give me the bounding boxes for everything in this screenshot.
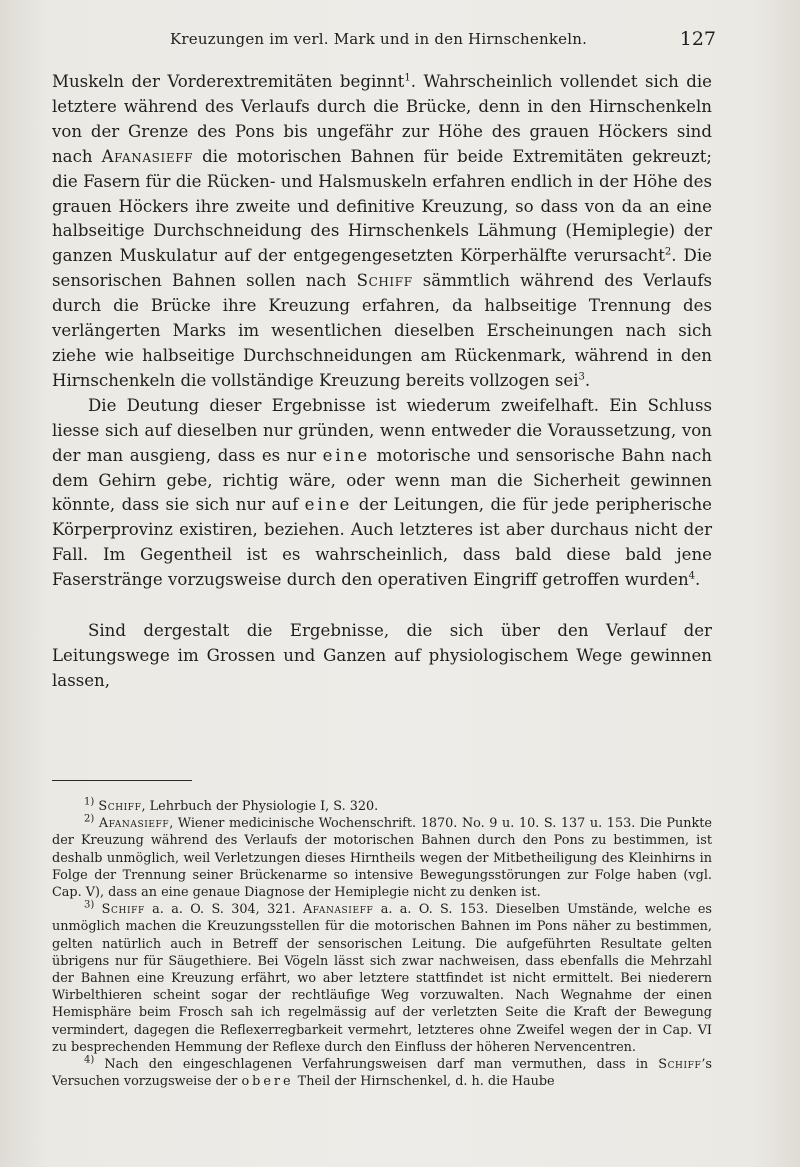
footnotes [52,798,712,1090]
footnote-4: $^{4)}$ Nach den eingeschlagenen Verfahrungsweisen darf man vermuthen, dass in Schiff’s Versuchen vorzugsweise der obere Theil der Hirnschenkel, d. h. die Haube [52,1054,712,1090]
footnote-ref-2: 2 [664,246,672,258]
paragraph-2: Die Deutung dieser Ergebnisse ist wiederum zweifelhaft. Ein Schluss liesse sich auf dieselben nur gründen, wenn entweder die Voraussetzung, von der man ausgieng, dass es nur eine motorische und sensorische Bahn nach dem Gehirn gebe, richtig wäre, oder wenn man die Sicherheit gewinnen könnte, dass sie sich nur auf eine der Leitungen, die für jede peripherische Körperprovinz existiren, beziehen. Auch letzteres ist aber durchaus nicht der Fall. Im Gegentheil ist es wahrscheinlich, dass bald diese bald jene Faserstränge vorzugsweise durch den operativen Eingriff getroffen wurden$^4$. [52,395,712,590]
footnote-3: $^{3)}$ Schiff a. a. O. S. 304, 321. Afanasieff a. a. O. S. 153. Dieselben Umstände, welche es unmöglich machen die Kreuzungsstellen für die motorischen Bahnen im Pons näher zu bestimmen, gelten natürlich auch in Betreff der sensorischen Leitung. Die aufgeführten Resultate gelten übrigens nur für Säugethiere. Bei Vögeln lässt sich zwar nachweisen, dass ebenfalls die Mehrzahl der Bahnen eine Kreuzung erfährt, wo aber letztere stattfindet ist nicht ermittelt. Bei niederern Wirbelthieren scheint sogar der rechtläufige Weg vorzuwalten. Nach Wegnahme der einen Hemisphäre beim Frosch sah ich regelmässig auf der verletzten Seite die Kraft der Bewegung vermindert, dagegen die Reflexerregbarkeit vermehrt, letzteres ohne Zweifel wegen der in Cap. VI zu besprechenden Hemmung der Reflexe durch den Einfluss der höheren Nervencentren. [52,899,712,1055]
emphasis-word: eine [322,445,371,465]
page-header [0,30,800,58]
author-name: Schiff [356,271,413,291]
running-title: Kreuzungen im verl. Mark und in den Hirnschenkeln. [170,30,588,48]
main-text [52,70,712,694]
author-name: Schiff [101,902,145,918]
footnote-ref-3: 3 [578,371,585,383]
paragraph-1: Muskeln der Vorderextremitäten beginnt$^1$. Wahrscheinlich vollendet sich die letztere während des Verlaufs durch die Brücke, denn in den Hirnschenkeln von der Grenze des Pons bis ungefähr zur Höhe des grauen Höckers sind nach Afanasieff die motorischen Bahnen für beide Extremitäten gekreuzt; die Fasern für die Rücken- und Halsmuskeln erfahren endlich in der Höhe des grauen Höckers ihre zweite und definitive Kreuzung, so dass von da an eine halbseitige Durchschneidung des Hirnschenkels Lähmung (Hemiplegie) der ganzen Muskulatur auf der entgegengesetzten Körperhälfte verursacht$^2$. Die sensorischen Bahnen sollen nach Schiff sämmtlich während des Verlaufs durch die Brücke ihre Kreuzung erfahren, da halbseitige Trennung des verlängerten Marks im wesentlichen dieselben Erscheinungen nach sich ziehe wie halbseitige Durchschneidungen am Rückenmark, während in den Hirnschenkeln die vollständige Kreuzung bereits vollzogen sei$^3$. [52,72,713,390]
footnote-separator [52,780,192,781]
footnote-2: $^{2)}$ Afanasieff, Wiener medicinische Wochenschrift. 1870. No. 9 u. 10. S. 137 u. 153. Die Punkte der Kreuzung während des Verlaufs der motorischen Bahnen durch den Pons zu bestimmen, ist deshalb unmöglich, weil Verletzungen dieses Hirntheils wegen der Mitbetheiligung des Kleinhirns in Folge der Trennung seiner Brückenarme so intensive Bewegungsstörungen zur Folge haben (vgl. Cap. V), dass an eine genaue Diagnose der Hemiplegie nicht zu denken ist. [52,813,712,901]
emphasis-word: obere [241,1074,294,1090]
footnote-ref-1: 1 [404,72,411,84]
author-name: Afanasieff [101,146,194,166]
author-name: Schiff [658,1057,702,1073]
author-name: Schiff [98,799,142,814]
page-number: 127 [679,28,716,50]
footnote-1: $^{1)}$ Schiff, Lehrbuch der Physiologie I, S. 320. [84,796,379,814]
paragraph-3: Sind dergestalt die Ergebnisse, die sich über den Verlauf der Leitungswege im Grossen und Ganzen auf physiologischem Wege gewinnen lassen, [52,621,712,690]
footnote-ref-4: 4 [688,570,696,582]
author-name: Afanasieff [98,816,170,832]
emphasis-word: eine [304,495,353,515]
author-name: Afanasieff [302,902,374,918]
